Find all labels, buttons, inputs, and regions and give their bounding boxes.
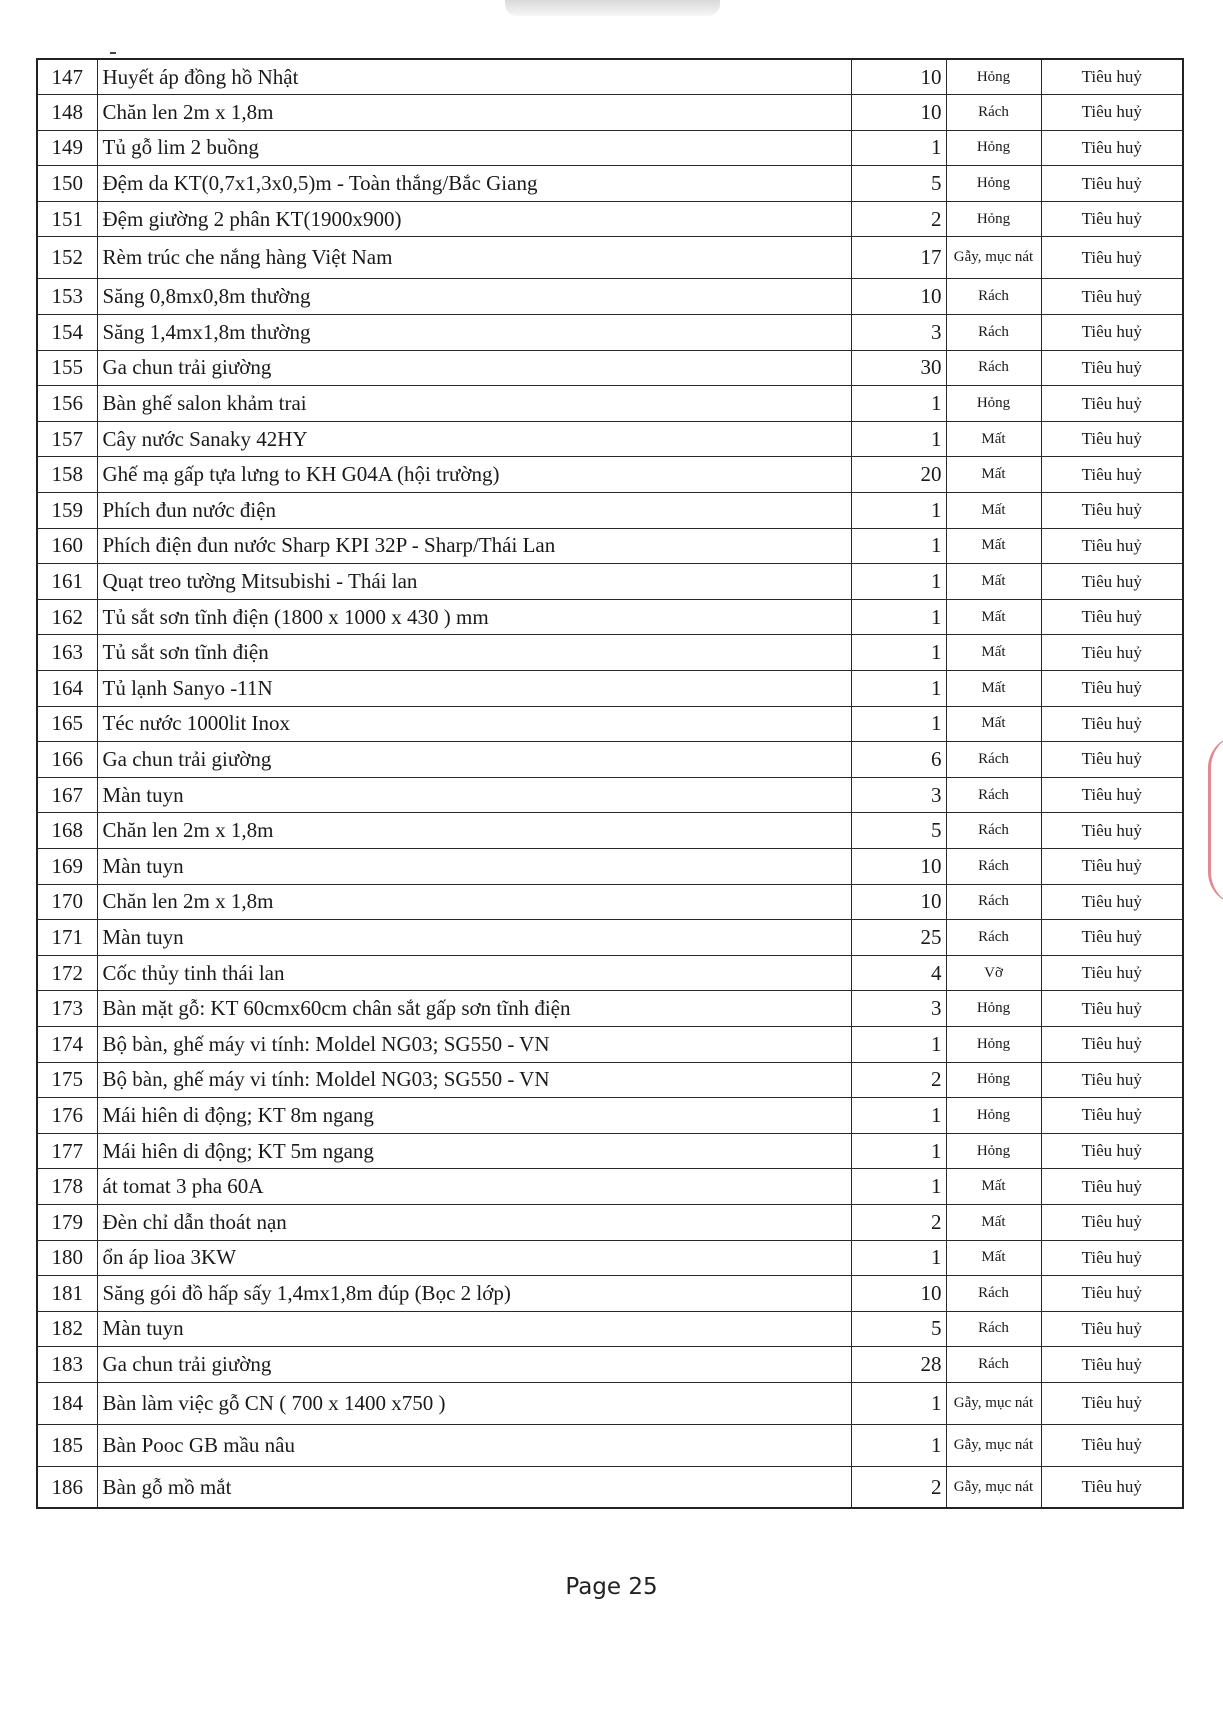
item-status: Hỏng — [946, 130, 1041, 166]
row-number: 156 — [37, 386, 97, 422]
item-action: Tiêu huỷ — [1041, 457, 1183, 493]
row-number: 180 — [37, 1240, 97, 1276]
table-row — [37, 991, 1183, 1027]
item-status: Gẫy, mục nát — [946, 1424, 1041, 1466]
item-status: Rách — [946, 777, 1041, 813]
item-quantity: 1 — [851, 421, 946, 457]
item-action: Tiêu huỷ — [1041, 884, 1183, 920]
table-row — [37, 386, 1183, 422]
item-status: Mất — [946, 1204, 1041, 1240]
item-name: át tomat 3 pha 60A — [97, 1169, 851, 1205]
item-quantity: 10 — [851, 884, 946, 920]
row-number: 182 — [37, 1311, 97, 1347]
item-quantity: 10 — [851, 95, 946, 131]
item-action: Tiêu huỷ — [1041, 350, 1183, 386]
row-number: 152 — [37, 237, 97, 279]
row-number: 148 — [37, 95, 97, 131]
item-quantity: 5 — [851, 166, 946, 202]
pen-mark — [110, 52, 116, 54]
table-row — [37, 315, 1183, 351]
row-number: 150 — [37, 166, 97, 202]
item-quantity: 10 — [851, 848, 946, 884]
item-status: Mất — [946, 421, 1041, 457]
row-number: 165 — [37, 706, 97, 742]
row-number: 158 — [37, 457, 97, 493]
item-name: Bộ bàn, ghế máy vi tính: Moldel NG03; SG550 - VN — [97, 1062, 851, 1098]
item-quantity: 1 — [851, 671, 946, 707]
item-name: Bàn gỗ mồ mắt — [97, 1466, 851, 1508]
row-number: 163 — [37, 635, 97, 671]
item-quantity: 5 — [851, 1311, 946, 1347]
item-action: Tiêu huỷ — [1041, 1311, 1183, 1347]
inventory-table-body — [37, 59, 1183, 1508]
item-action: Tiêu huỷ — [1041, 59, 1183, 95]
item-name: Tủ lạnh Sanyo -11N — [97, 671, 851, 707]
item-name: Cốc thủy tinh thái lan — [97, 955, 851, 991]
item-status: Mất — [946, 671, 1041, 707]
item-status: Rách — [946, 1311, 1041, 1347]
inventory-table — [36, 58, 1184, 1509]
item-status: Vỡ — [946, 955, 1041, 991]
item-action: Tiêu huỷ — [1041, 1240, 1183, 1276]
table-row — [37, 237, 1183, 279]
row-number: 183 — [37, 1347, 97, 1383]
item-name: Bàn làm việc gỗ CN ( 700 x 1400 x750 ) — [97, 1382, 851, 1424]
item-action: Tiêu huỷ — [1041, 1169, 1183, 1205]
table-row — [37, 350, 1183, 386]
table-row — [37, 279, 1183, 315]
table-row — [37, 1098, 1183, 1134]
item-name: Màn tuyn — [97, 777, 851, 813]
item-action: Tiêu huỷ — [1041, 237, 1183, 279]
table-row — [37, 742, 1183, 778]
table-row — [37, 564, 1183, 600]
row-number: 184 — [37, 1382, 97, 1424]
row-number: 167 — [37, 777, 97, 813]
item-quantity: 1 — [851, 1098, 946, 1134]
item-status: Hỏng — [946, 166, 1041, 202]
item-status: Hỏng — [946, 59, 1041, 95]
table-row — [37, 1133, 1183, 1169]
row-number: 159 — [37, 493, 97, 529]
table-row — [37, 528, 1183, 564]
table-row — [37, 1062, 1183, 1098]
item-name: Chăn len 2m x 1,8m — [97, 813, 851, 849]
item-action: Tiêu huỷ — [1041, 1026, 1183, 1062]
row-number: 172 — [37, 955, 97, 991]
table-row — [37, 1466, 1183, 1508]
row-number: 177 — [37, 1133, 97, 1169]
item-action: Tiêu huỷ — [1041, 706, 1183, 742]
item-name: Chăn len 2m x 1,8m — [97, 95, 851, 131]
table-row — [37, 777, 1183, 813]
item-status: Rách — [946, 1276, 1041, 1312]
table-row — [37, 1276, 1183, 1312]
item-status: Gẫy, mục nát — [946, 1382, 1041, 1424]
table-row — [37, 884, 1183, 920]
item-quantity: 2 — [851, 201, 946, 237]
table-row — [37, 920, 1183, 956]
item-status: Hỏng — [946, 1098, 1041, 1134]
item-name: Phích đun nước điện — [97, 493, 851, 529]
item-quantity: 5 — [851, 813, 946, 849]
item-action: Tiêu huỷ — [1041, 1133, 1183, 1169]
item-quantity: 25 — [851, 920, 946, 956]
item-quantity: 20 — [851, 457, 946, 493]
item-action: Tiêu huỷ — [1041, 777, 1183, 813]
item-quantity: 10 — [851, 59, 946, 95]
item-action: Tiêu huỷ — [1041, 1062, 1183, 1098]
item-name: Bàn mặt gỗ: KT 60cmx60cm chân sắt gấp sơn tĩnh điện — [97, 991, 851, 1027]
item-name: Ga chun trải giường — [97, 350, 851, 386]
item-status: Hỏng — [946, 991, 1041, 1027]
item-status: Mất — [946, 564, 1041, 600]
item-quantity: 1 — [851, 493, 946, 529]
table-row — [37, 166, 1183, 202]
table-row — [37, 671, 1183, 707]
item-action: Tiêu huỷ — [1041, 1276, 1183, 1312]
item-status: Mất — [946, 599, 1041, 635]
item-status: Hỏng — [946, 1062, 1041, 1098]
item-name: Chăn len 2m x 1,8m — [97, 884, 851, 920]
item-quantity: 1 — [851, 1133, 946, 1169]
item-status: Gẫy, mục nát — [946, 237, 1041, 279]
item-action: Tiêu huỷ — [1041, 315, 1183, 351]
table-row — [37, 1382, 1183, 1424]
row-number: 164 — [37, 671, 97, 707]
item-action: Tiêu huỷ — [1041, 201, 1183, 237]
item-action: Tiêu huỷ — [1041, 742, 1183, 778]
row-number: 169 — [37, 848, 97, 884]
item-name: Bộ bàn, ghế máy vi tính: Moldel NG03; SG550 - VN — [97, 1026, 851, 1062]
table-row — [37, 635, 1183, 671]
row-number: 179 — [37, 1204, 97, 1240]
table-row — [37, 59, 1183, 95]
item-status: Rách — [946, 742, 1041, 778]
item-name: Đèn chỉ dẫn thoát nạn — [97, 1204, 851, 1240]
item-status: Hỏng — [946, 201, 1041, 237]
row-number: 178 — [37, 1169, 97, 1205]
table-row — [37, 1026, 1183, 1062]
item-action: Tiêu huỷ — [1041, 635, 1183, 671]
item-name: Tủ gỗ lim 2 buồng — [97, 130, 851, 166]
row-number: 160 — [37, 528, 97, 564]
item-status: Mất — [946, 457, 1041, 493]
row-number: 157 — [37, 421, 97, 457]
item-quantity: 6 — [851, 742, 946, 778]
table-row — [37, 706, 1183, 742]
item-name: Ghế mạ gấp tựa lưng to KH G04A (hội trường) — [97, 457, 851, 493]
item-name: Ga chun trải giường — [97, 742, 851, 778]
item-name: Màn tuyn — [97, 1311, 851, 1347]
item-status: Mất — [946, 493, 1041, 529]
item-quantity: 1 — [851, 599, 946, 635]
row-number: 175 — [37, 1062, 97, 1098]
row-number: 153 — [37, 279, 97, 315]
row-number: 161 — [37, 564, 97, 600]
item-name: Ga chun trải giường — [97, 1347, 851, 1383]
item-name: Bàn Pooc GB mầu nâu — [97, 1424, 851, 1466]
item-action: Tiêu huỷ — [1041, 955, 1183, 991]
item-name: Màn tuyn — [97, 848, 851, 884]
table-row — [37, 130, 1183, 166]
item-name: Rèm trúc che nắng hàng Việt Nam — [97, 237, 851, 279]
item-action: Tiêu huỷ — [1041, 848, 1183, 884]
item-status: Mất — [946, 1240, 1041, 1276]
item-name: Mái hiên di động; KT 8m ngang — [97, 1098, 851, 1134]
item-action: Tiêu huỷ — [1041, 528, 1183, 564]
item-action: Tiêu huỷ — [1041, 671, 1183, 707]
item-action: Tiêu huỷ — [1041, 1204, 1183, 1240]
row-number: 155 — [37, 350, 97, 386]
item-quantity: 1 — [851, 130, 946, 166]
table-row — [37, 848, 1183, 884]
table-row — [37, 1311, 1183, 1347]
item-quantity: 1 — [851, 528, 946, 564]
item-name: Téc nước 1000lit Inox — [97, 706, 851, 742]
item-name: Săng gói đồ hấp sấy 1,4mx1,8m đúp (Bọc 2 lớp) — [97, 1276, 851, 1312]
row-number: 173 — [37, 991, 97, 1027]
item-name: ổn áp lioa 3KW — [97, 1240, 851, 1276]
item-name: Quạt treo tường Mitsubishi - Thái lan — [97, 564, 851, 600]
item-quantity: 17 — [851, 237, 946, 279]
item-status: Rách — [946, 350, 1041, 386]
item-status: Mất — [946, 1169, 1041, 1205]
table-row — [37, 599, 1183, 635]
item-action: Tiêu huỷ — [1041, 166, 1183, 202]
row-number: 181 — [37, 1276, 97, 1312]
table-row — [37, 955, 1183, 991]
item-quantity: 4 — [851, 955, 946, 991]
item-quantity: 1 — [851, 635, 946, 671]
item-status: Rách — [946, 1347, 1041, 1383]
table-row — [37, 493, 1183, 529]
item-action: Tiêu huỷ — [1041, 386, 1183, 422]
item-status: Rách — [946, 95, 1041, 131]
item-action: Tiêu huỷ — [1041, 564, 1183, 600]
item-status: Hỏng — [946, 386, 1041, 422]
item-quantity: 1 — [851, 1169, 946, 1205]
item-quantity: 1 — [851, 1026, 946, 1062]
item-status: Hỏng — [946, 1026, 1041, 1062]
table-row — [37, 813, 1183, 849]
row-number: 154 — [37, 315, 97, 351]
row-number: 162 — [37, 599, 97, 635]
table-row — [37, 457, 1183, 493]
item-quantity: 28 — [851, 1347, 946, 1383]
item-name: Đệm da KT(0,7x1,3x0,5)m - Toàn thắng/Bắc Giang — [97, 166, 851, 202]
row-number: 149 — [37, 130, 97, 166]
item-action: Tiêu huỷ — [1041, 421, 1183, 457]
page-number: Page 25 — [565, 1574, 658, 1600]
item-status: Rách — [946, 848, 1041, 884]
item-quantity: 2 — [851, 1062, 946, 1098]
row-number: 174 — [37, 1026, 97, 1062]
item-status: Hỏng — [946, 1133, 1041, 1169]
table-row — [37, 1204, 1183, 1240]
row-number: 176 — [37, 1098, 97, 1134]
item-quantity: 1 — [851, 1382, 946, 1424]
item-status: Rách — [946, 920, 1041, 956]
item-quantity: 1 — [851, 706, 946, 742]
item-name: Săng 1,4mx1,8m thường — [97, 315, 851, 351]
item-action: Tiêu huỷ — [1041, 920, 1183, 956]
item-name: Mái hiên di động; KT 5m ngang — [97, 1133, 851, 1169]
item-name: Săng 0,8mx0,8m thường — [97, 279, 851, 315]
item-quantity: 1 — [851, 1240, 946, 1276]
table-row — [37, 1347, 1183, 1383]
item-action: Tiêu huỷ — [1041, 1466, 1183, 1508]
item-quantity: 10 — [851, 1276, 946, 1312]
item-quantity: 1 — [851, 386, 946, 422]
red-stamp-edge — [1208, 735, 1223, 905]
item-quantity: 1 — [851, 564, 946, 600]
item-quantity: 1 — [851, 1424, 946, 1466]
item-action: Tiêu huỷ — [1041, 1098, 1183, 1134]
item-action: Tiêu huỷ — [1041, 599, 1183, 635]
item-status: Mất — [946, 635, 1041, 671]
item-status: Rách — [946, 813, 1041, 849]
row-number: 185 — [37, 1424, 97, 1466]
item-name: Đệm giường 2 phân KT(1900x900) — [97, 201, 851, 237]
table-row — [37, 201, 1183, 237]
row-number: 171 — [37, 920, 97, 956]
item-status: Mất — [946, 528, 1041, 564]
item-status: Gẫy, mục nát — [946, 1466, 1041, 1508]
item-quantity: 2 — [851, 1466, 946, 1508]
item-status: Mất — [946, 706, 1041, 742]
item-action: Tiêu huỷ — [1041, 1424, 1183, 1466]
table-row — [37, 421, 1183, 457]
item-quantity: 3 — [851, 991, 946, 1027]
item-action: Tiêu huỷ — [1041, 991, 1183, 1027]
row-number: 151 — [37, 201, 97, 237]
table-row — [37, 1424, 1183, 1466]
item-action: Tiêu huỷ — [1041, 1382, 1183, 1424]
row-number: 166 — [37, 742, 97, 778]
row-number: 168 — [37, 813, 97, 849]
inventory-table-container — [36, 58, 1182, 1509]
row-number: 170 — [37, 884, 97, 920]
row-number: 147 — [37, 59, 97, 95]
scan-artifact — [505, 0, 720, 16]
item-name: Tủ sắt sơn tĩnh điện (1800 x 1000 x 430 ) mm — [97, 599, 851, 635]
item-status: Rách — [946, 315, 1041, 351]
item-action: Tiêu huỷ — [1041, 130, 1183, 166]
item-status: Rách — [946, 884, 1041, 920]
item-status: Rách — [946, 279, 1041, 315]
item-name: Phích điện đun nước Sharp KPI 32P - Sharp/Thái Lan — [97, 528, 851, 564]
item-quantity: 30 — [851, 350, 946, 386]
item-name: Cây nước Sanaky 42HY — [97, 421, 851, 457]
table-row — [37, 95, 1183, 131]
item-action: Tiêu huỷ — [1041, 95, 1183, 131]
item-quantity: 10 — [851, 279, 946, 315]
item-quantity: 2 — [851, 1204, 946, 1240]
item-action: Tiêu huỷ — [1041, 1347, 1183, 1383]
item-action: Tiêu huỷ — [1041, 493, 1183, 529]
table-row — [37, 1169, 1183, 1205]
item-quantity: 3 — [851, 777, 946, 813]
row-number: 186 — [37, 1466, 97, 1508]
table-row — [37, 1240, 1183, 1276]
item-quantity: 3 — [851, 315, 946, 351]
item-name: Bàn ghế salon khảm trai — [97, 386, 851, 422]
item-action: Tiêu huỷ — [1041, 279, 1183, 315]
item-name: Màn tuyn — [97, 920, 851, 956]
item-name: Huyết áp đồng hồ Nhật — [97, 59, 851, 95]
item-action: Tiêu huỷ — [1041, 813, 1183, 849]
item-name: Tủ sắt sơn tĩnh điện — [97, 635, 851, 671]
